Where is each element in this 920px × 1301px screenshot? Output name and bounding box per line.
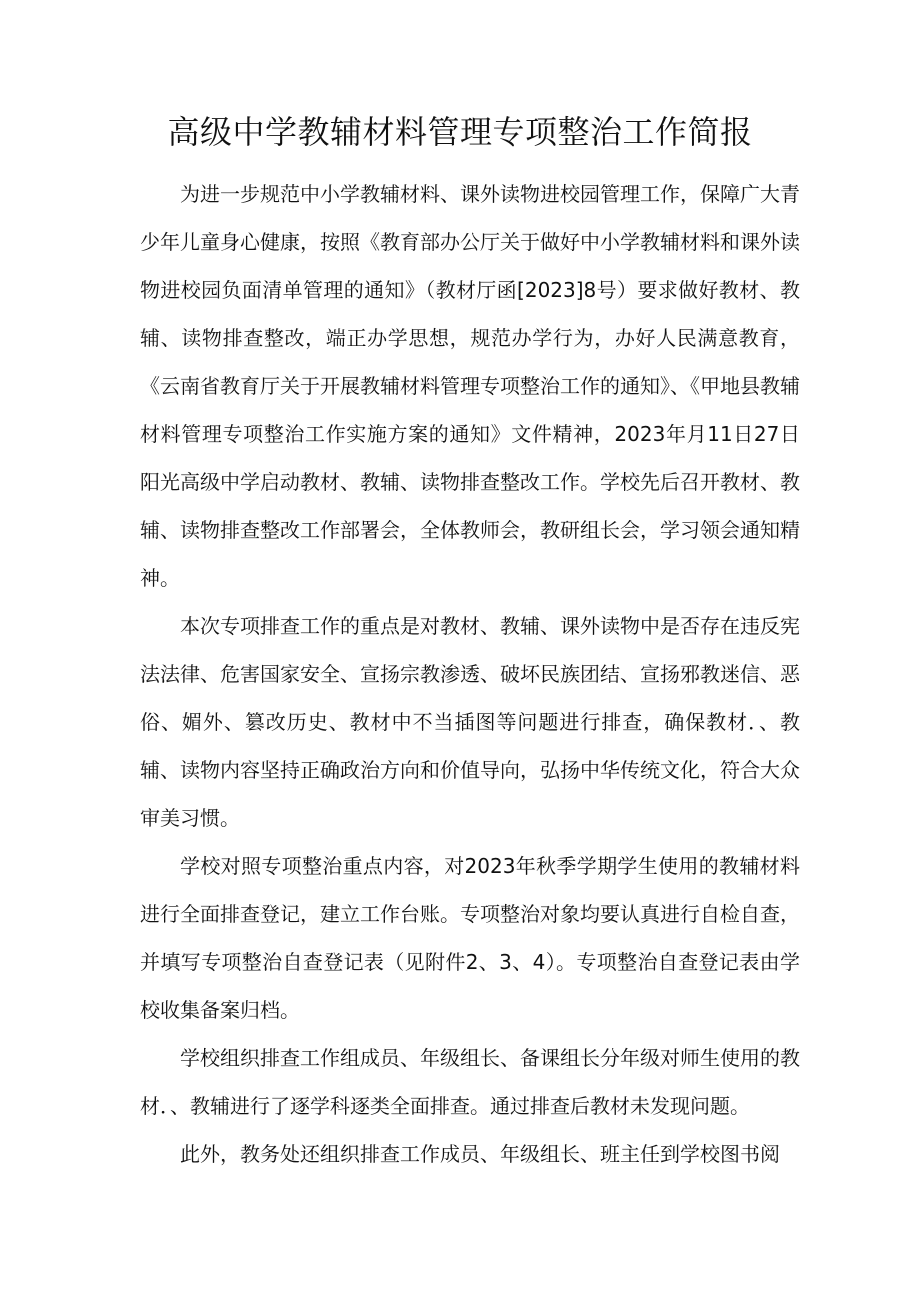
paragraph-2: 本次专项排查工作的重点是对教材、教辅、课外读物中是否存在违反宪法法律、危害国家安全、宣扬宗教渗透、破坏民族团结、宣扬邪教迷信、恶俗、媚外、篡改历史、教材中不当插图等问题进行排查，确保教材．、教辅、读物内容坚持正确政治方向和价值导向，弘扬中华传统文化，符合大众审美习惯。 [140,614,800,830]
paragraph-1: 为进一步规范中小学教辅材料、课外读物进校园管理工作，保障广大青少年儿童身心健康，按照《教育部办公厅关于做好中小学教辅材料和课外读物进校园负面清单管理的通知》（教材厅函[2023]8号）要求做好教材、教辅、读物排查整改，端正办学思想，规范办学行为，办好人民满意教育，《云南省教育厅关于开展教辅材料管理专项整治工作的通知》、《甲地县教辅材料管理专项整治工作实施方案的通知》文件精神，2023年月11日27日阳光高级中学启动教材、教辅、读物排查整改工作。学校先后召开教材、教辅、读物排查整改工作部署会，全体教师会，教研组长会，学习领会通知精神。 [140,182,800,590]
document-title: 高级中学教辅材料管理专项整治工作简报 [167,113,753,151]
paragraph-5: 此外，教务处还组织排查工作成员、年级组长、班主任到学校图书阅 [180,1142,780,1166]
paragraph-4: 学校组织排查工作组成员、年级组长、备课组长分年级对师生使用的教材．、教辅进行了逐学科逐类全面排查。通过排查后教材未发现问题。 [140,1046,800,1118]
document-body [140,170,800,1178]
paragraph-3: 学校对照专项整治重点内容，对2023年秋季学期学生使用的教辅材料进行全面排查登记，建立工作台账。专项整治对象均要认真进行自检自查，并填写专项整治自查登记表（见附件2、3、4）。专项整治自查登记表由学校收集备案归档。 [140,854,800,1022]
